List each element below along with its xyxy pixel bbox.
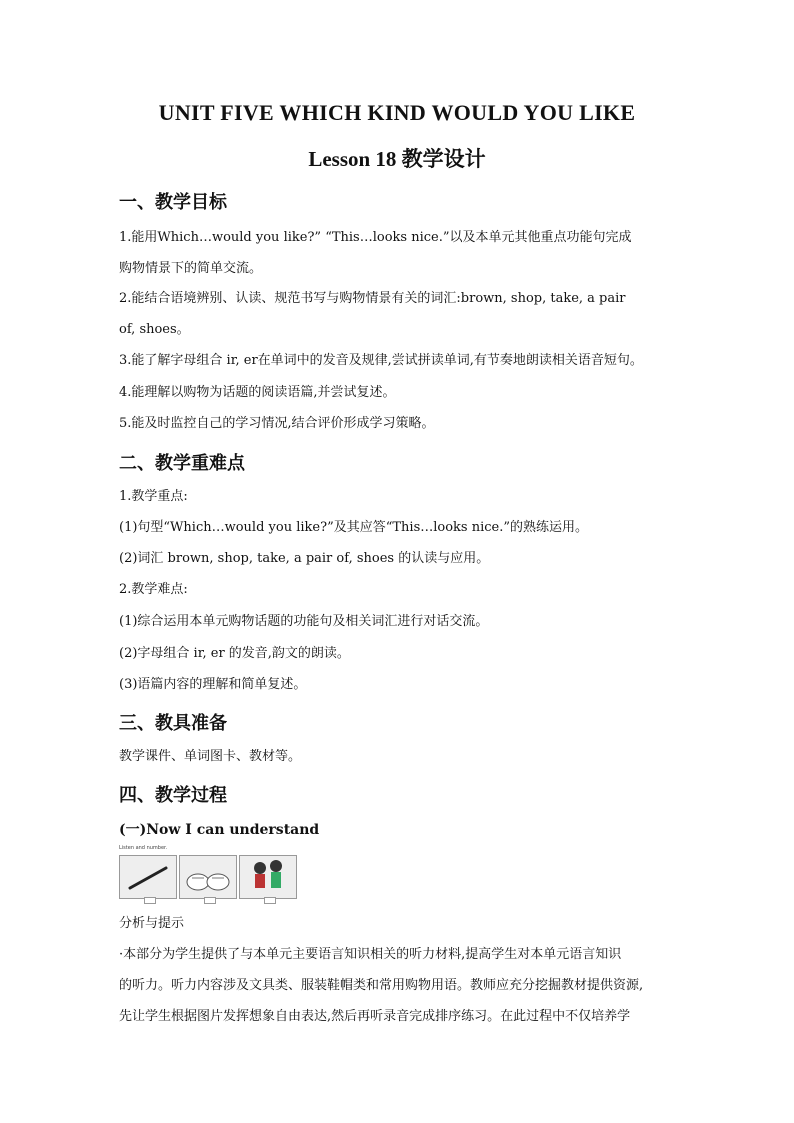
pencil-icon bbox=[120, 856, 176, 896]
objective-line-7: 5.能及时监控自己的学习情况,结合评价形成学习策略。 bbox=[119, 416, 435, 431]
children-picture bbox=[239, 855, 297, 899]
listening-exercise-figure bbox=[119, 845, 295, 907]
section-heading-materials: 三、教具准备 bbox=[119, 713, 227, 734]
section-heading-process: 四、教学过程 bbox=[119, 785, 227, 806]
section-heading-objectives: 一、教学目标 bbox=[119, 192, 227, 213]
keypoint-line-5: (1)综合运用本单元购物话题的功能句及相关词汇进行对话交流。 bbox=[119, 614, 489, 629]
children-icon bbox=[240, 856, 296, 896]
objective-line-4: of, shoes。 bbox=[119, 322, 190, 337]
document-subtitle: Lesson 18 教学设计 bbox=[308, 147, 486, 171]
keypoint-line-3: (2)词汇 brown, shop, take, a pair of, shoes 的认读与应用。 bbox=[119, 551, 490, 566]
keypoint-line-2: (1)句型“Which…would you like?”及其应答“This…looks nice.”的熟练运用。 bbox=[119, 520, 589, 535]
objective-line-3: 2.能结合语境辨别、认读、规范书写与购物情景有关的词汇:brown, shop, take, a pair bbox=[119, 291, 626, 306]
figure-label: Listen and number. bbox=[119, 845, 168, 851]
materials-line: 教学课件、单词图卡、教材等。 bbox=[119, 749, 302, 764]
section-heading-key-points: 二、教学重难点 bbox=[119, 453, 245, 474]
figure-panels bbox=[119, 855, 295, 899]
document-title: UNIT FIVE WHICH KIND WOULD YOU LIKE bbox=[158, 100, 636, 125]
answer-box-3 bbox=[264, 897, 276, 904]
keypoint-line-7: (3)语篇内容的理解和简单复述。 bbox=[119, 677, 307, 692]
keypoint-line-4: 2.教学难点: bbox=[119, 582, 188, 597]
objective-line-2: 购物情景下的简单交流。 bbox=[119, 261, 263, 276]
keypoint-line-1: 1.教学重点: bbox=[119, 489, 188, 504]
analysis-line-3: 先让学生根据图片发挥想象自由表达,然后再听录音完成排序练习。在此过程中不仅培养学 bbox=[119, 1009, 631, 1024]
shoes-picture bbox=[179, 855, 237, 899]
pencil-picture bbox=[119, 855, 177, 899]
shoes-icon bbox=[180, 856, 236, 896]
process-subheading: (一)Now I can understand bbox=[119, 822, 320, 838]
objective-line-1: 1.能用Which…would you like?” “This…looks nice.”以及本单元其他重点功能句完成 bbox=[119, 230, 632, 245]
analysis-line-2: 的听力。听力内容涉及文具类、服装鞋帽类和常用购物用语。教师应充分挖掘教材提供资源, bbox=[119, 978, 644, 993]
answer-box-1 bbox=[144, 897, 156, 904]
analysis-title: 分析与提示 bbox=[119, 916, 185, 931]
analysis-line-1: ·本部分为学生提供了与本单元主要语言知识相关的听力材料,提高学生对本单元语言知识 bbox=[119, 947, 622, 962]
objective-line-5: 3.能了解字母组合 ir, er在单词中的发音及规律,尝试拼读单词,有节奏地朗读相关语音短句。 bbox=[119, 353, 643, 368]
keypoint-line-6: (2)字母组合 ir, er 的发音,韵文的朗读。 bbox=[119, 646, 350, 661]
objective-line-6: 4.能理解以购物为话题的阅读语篇,并尝试复述。 bbox=[119, 385, 396, 400]
answer-box-2 bbox=[204, 897, 216, 904]
